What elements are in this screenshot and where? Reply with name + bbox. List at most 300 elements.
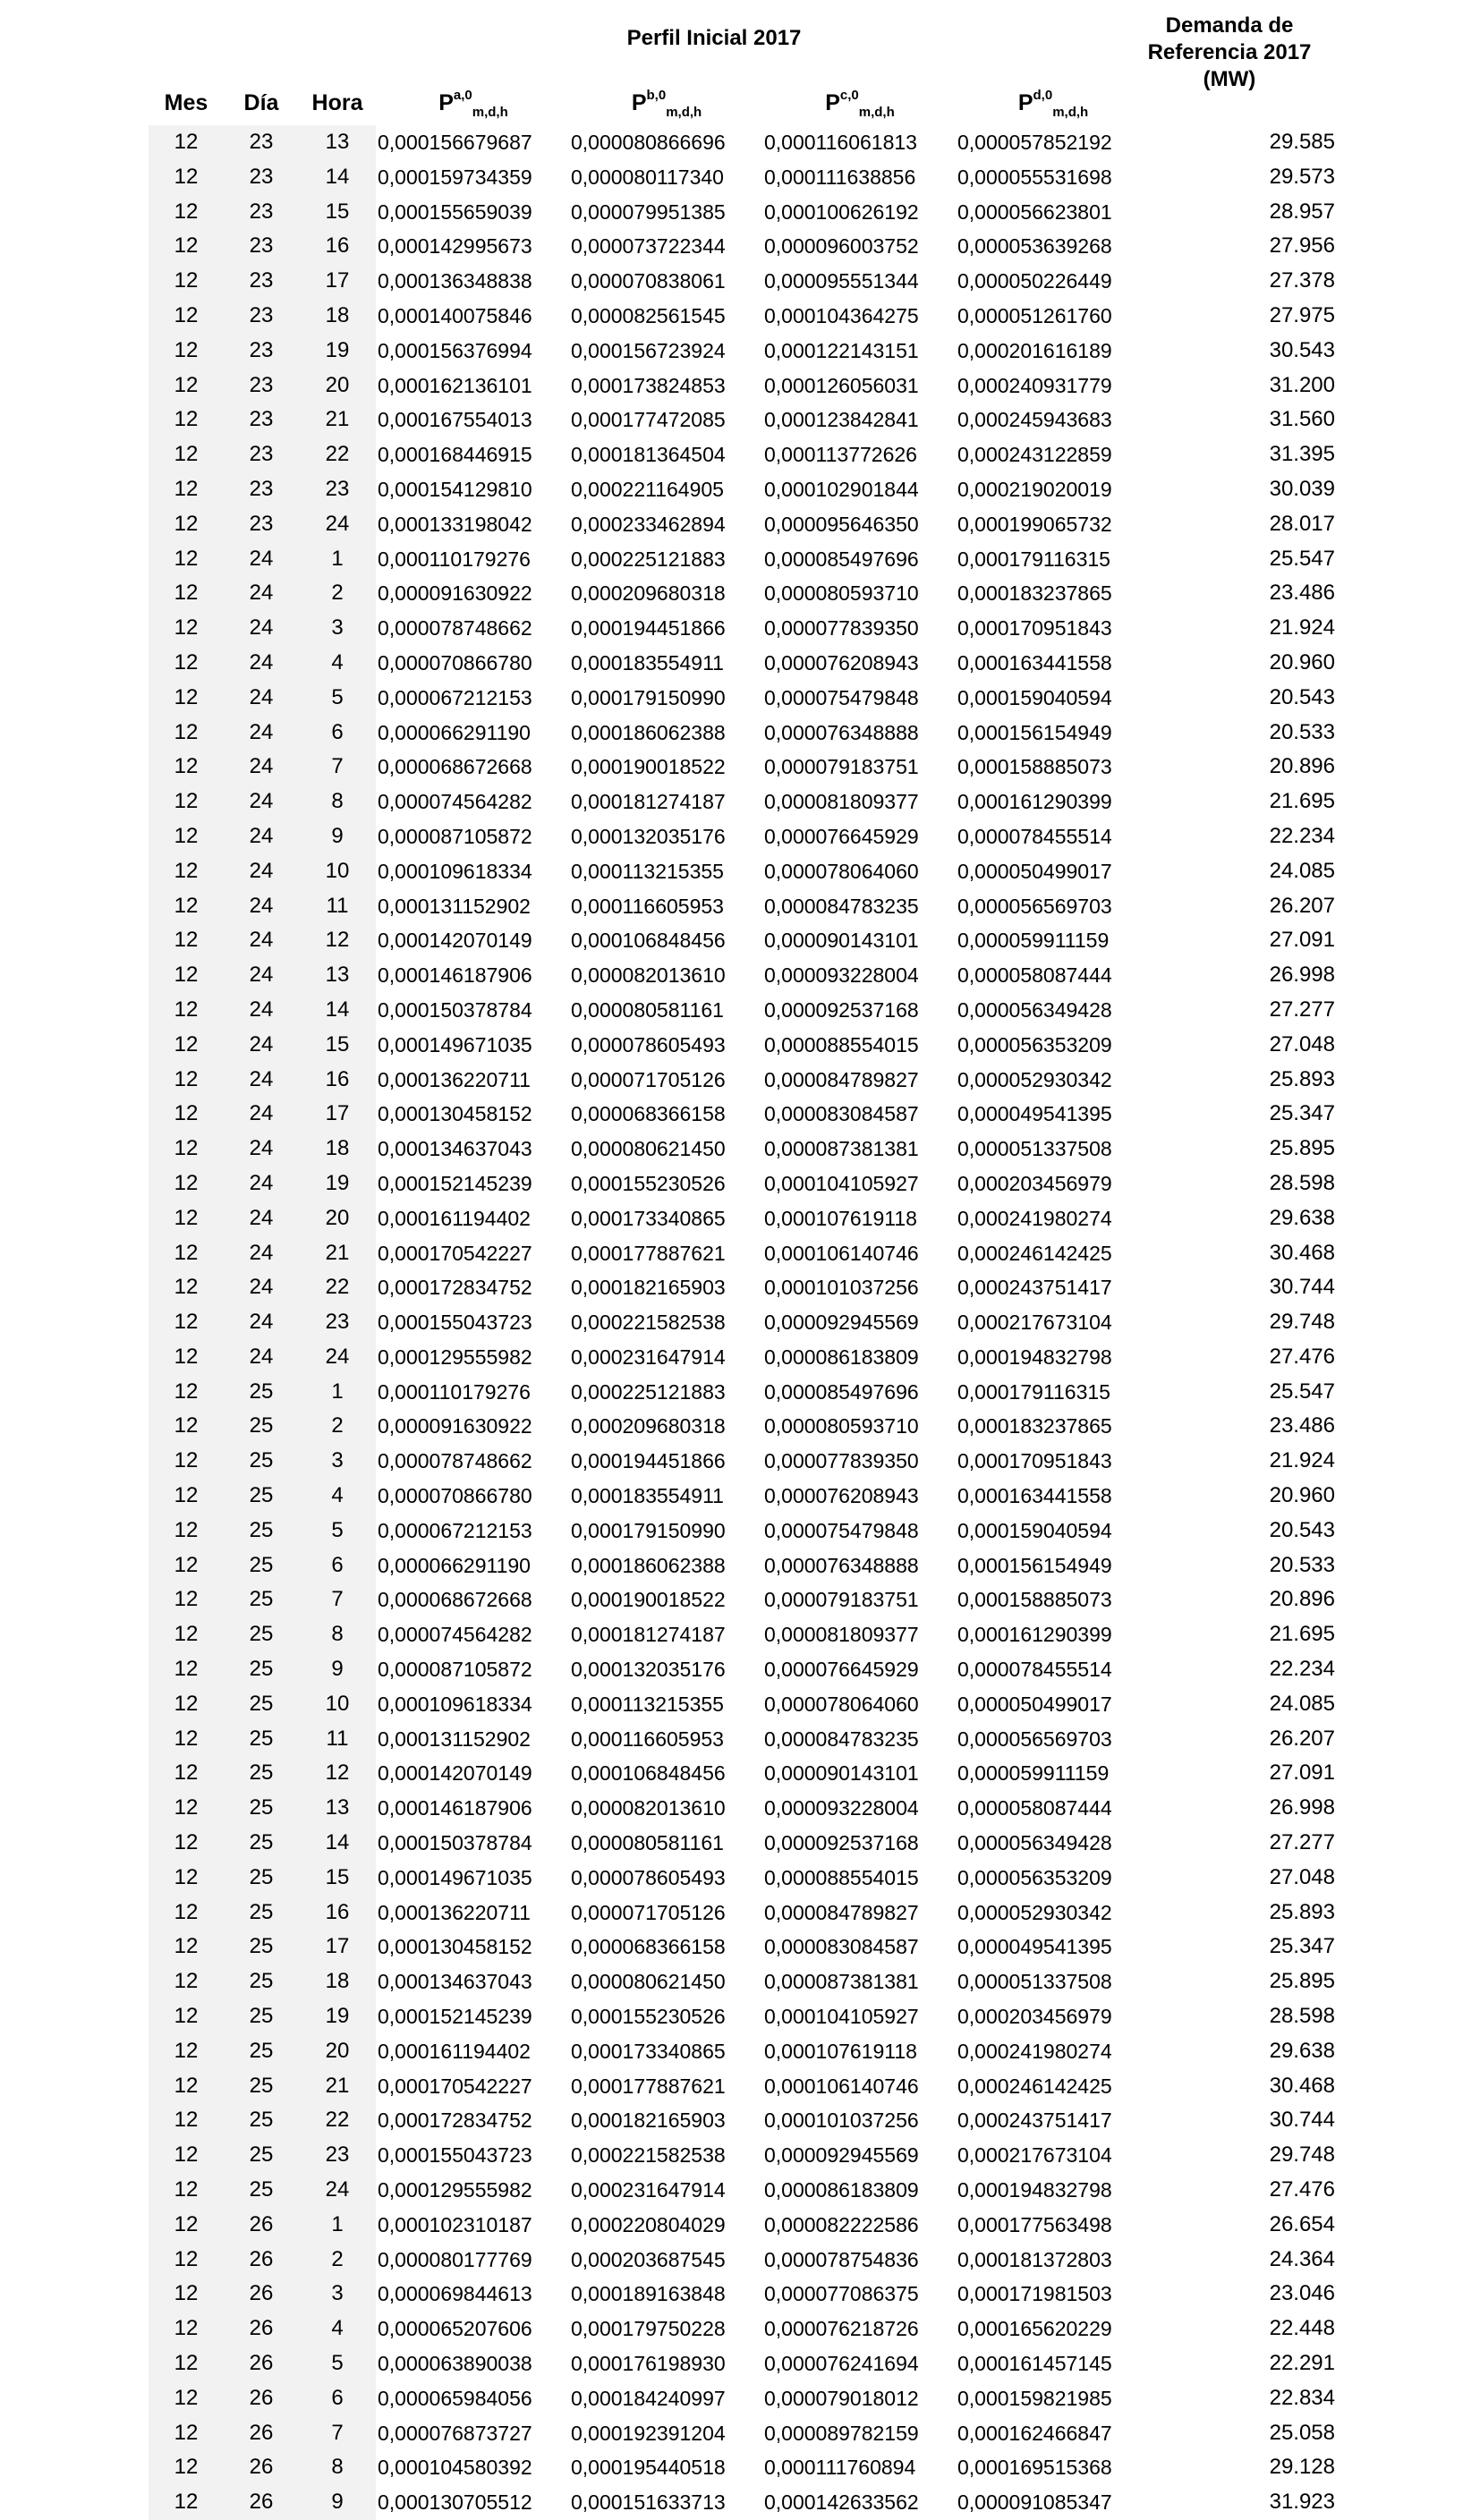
table-row (149, 1687, 1339, 1722)
table-row (149, 1479, 1339, 1514)
table-row (149, 2346, 1339, 2381)
cell-hora: 4 (299, 2312, 376, 2346)
cell-pc: 0,000095646350 (764, 512, 919, 536)
cell-pd: 0,000078455514 (957, 824, 1112, 848)
cell-mes: 12 (149, 125, 224, 160)
cell-pa: 0,000150378784 (378, 997, 532, 1022)
cell-dia: 26 (224, 2381, 299, 2416)
cell-dia: 25 (224, 1444, 299, 1479)
cell-pc: 0,000113772626 (764, 443, 917, 467)
cell-pa: 0,000109618334 (378, 859, 532, 883)
cell-demanda: 23.486 (1269, 1413, 1335, 1438)
cell-dia: 24 (224, 542, 299, 577)
cell-demanda: 27.091 (1269, 928, 1335, 953)
cell-pb: 0,000181274187 (571, 1623, 726, 1647)
cell-pb: 0,000182165903 (571, 2108, 726, 2133)
cell-pb: 0,000132035176 (571, 824, 726, 848)
table-row (149, 403, 1339, 437)
cell-hora: 24 (299, 2173, 376, 2208)
cell-pd: 0,000056353209 (957, 1865, 1112, 1889)
cell-hora: 2 (299, 576, 376, 611)
cell-dia: 24 (224, 889, 299, 924)
cell-mes: 12 (149, 1270, 224, 1305)
cell-mes: 12 (149, 1687, 224, 1722)
cell-mes: 12 (149, 2485, 224, 2520)
cell-dia: 24 (224, 716, 299, 751)
cell-dia: 25 (224, 1617, 299, 1652)
cell-pa: 0,000130705512 (378, 2490, 532, 2515)
table-row (149, 2243, 1339, 2278)
cell-hora: 5 (299, 681, 376, 716)
cell-hora: 22 (299, 437, 376, 472)
cell-pd: 0,000203456979 (957, 2005, 1112, 2029)
cell-mes: 12 (149, 369, 224, 403)
cell-hora: 6 (299, 716, 376, 751)
cell-pc: 0,000095551344 (764, 269, 919, 293)
cell-pd: 0,000162466847 (957, 2421, 1112, 2445)
cell-hora: 9 (299, 2485, 376, 2520)
cell-pc: 0,000101037256 (764, 1276, 919, 1300)
cell-pb: 0,000225121883 (571, 1379, 726, 1404)
pd-subscript: m,d,h (1052, 105, 1089, 120)
cell-mes: 12 (149, 1548, 224, 1583)
table-row (149, 1514, 1339, 1548)
cell-demanda: 24.085 (1269, 858, 1335, 883)
cell-pb: 0,000106848456 (571, 1761, 726, 1786)
cell-dia: 26 (224, 2450, 299, 2485)
cell-pa: 0,000136220711 (378, 1067, 531, 1091)
cell-pd: 0,000052930342 (957, 1900, 1112, 1924)
cell-pb: 0,000221582538 (571, 1311, 726, 1335)
cell-pc: 0,000090143101 (764, 929, 919, 953)
cell-demanda: 22.234 (1269, 823, 1335, 848)
cell-mes: 12 (149, 334, 224, 369)
cell-pb: 0,000190018522 (571, 1588, 726, 1612)
cell-pc: 0,000075479848 (764, 685, 919, 709)
cell-hora: 4 (299, 1479, 376, 1514)
cell-pb: 0,000080117340 (571, 165, 724, 189)
cell-dia: 23 (224, 369, 299, 403)
cell-mes: 12 (149, 1409, 224, 1444)
cell-pa: 0,000129555982 (378, 1345, 532, 1369)
cell-pa: 0,000161194402 (378, 1206, 531, 1230)
cell-pa: 0,000066291190 (378, 1553, 531, 1577)
cell-pb: 0,000183554911 (571, 650, 724, 675)
cell-pc: 0,000085497696 (764, 1379, 919, 1404)
demand-title-line3: (MW) (1203, 67, 1256, 91)
column-header-pa (378, 89, 569, 120)
cell-hora: 23 (299, 1305, 376, 1340)
cell-hora: 19 (299, 1167, 376, 1201)
cell-mes: 12 (149, 1028, 224, 1063)
table-row (149, 160, 1339, 195)
cell-dia: 25 (224, 2069, 299, 2104)
cell-mes: 12 (149, 472, 224, 507)
spreadsheet-page (149, 0, 1339, 2515)
cell-mes: 12 (149, 2034, 224, 2069)
cell-pb: 0,000113215355 (571, 1692, 724, 1716)
column-header-pb (571, 89, 762, 120)
cell-pa: 0,000068672668 (378, 755, 532, 779)
cell-dia: 25 (224, 1548, 299, 1583)
cell-dia: 23 (224, 195, 299, 230)
cell-mes: 12 (149, 437, 224, 472)
cell-pc: 0,000142633562 (764, 2490, 919, 2515)
cell-pd: 0,000156154949 (957, 720, 1112, 744)
profile-group-title: Perfil Inicial 2017 (626, 26, 802, 50)
cell-dia: 25 (224, 2034, 299, 2069)
cell-dia: 23 (224, 264, 299, 299)
cell-pa: 0,000130458152 (378, 1935, 532, 1959)
cell-hora: 10 (299, 1687, 376, 1722)
cell-pa: 0,000067212153 (378, 1518, 532, 1542)
demand-column-title (1122, 13, 1337, 93)
cell-demanda: 30.468 (1269, 1240, 1335, 1265)
cell-pd: 0,000183237865 (957, 1414, 1112, 1438)
cell-demanda: 27.048 (1269, 1864, 1335, 1889)
cell-hora: 19 (299, 1999, 376, 2034)
cell-pb: 0,000221164905 (571, 477, 724, 501)
cell-pd: 0,000161457145 (957, 2352, 1112, 2375)
cell-pa: 0,000131152902 (378, 894, 531, 918)
pb-superscript: b,0 (646, 88, 667, 103)
cell-pa: 0,000140075846 (378, 303, 532, 327)
cell-hora: 3 (299, 611, 376, 646)
cell-hora: 16 (299, 1896, 376, 1930)
cell-hora: 9 (299, 819, 376, 854)
cell-demanda: 20.896 (1269, 754, 1335, 779)
cell-dia: 25 (224, 1479, 299, 1514)
cell-pd: 0,000194832798 (957, 1345, 1112, 1369)
table-row (149, 2381, 1339, 2416)
cell-pd: 0,000217673104 (957, 1311, 1112, 1335)
cell-pd: 0,000056569703 (957, 894, 1112, 918)
cell-mes: 12 (149, 195, 224, 230)
cell-demanda: 22.448 (1269, 2316, 1335, 2341)
cell-demanda: 29.573 (1269, 164, 1335, 189)
cell-pd: 0,000052930342 (957, 1067, 1112, 1091)
cell-demanda: 29.128 (1269, 2455, 1335, 2480)
cell-pc: 0,000080593710 (764, 581, 919, 606)
table-row (149, 785, 1339, 819)
cell-mes: 12 (149, 576, 224, 611)
cell-demanda: 26.998 (1269, 963, 1335, 988)
cell-pd: 0,000055531698 (957, 165, 1112, 189)
cell-pc: 0,000078064060 (764, 1692, 919, 1716)
table-row (149, 1409, 1339, 1444)
cell-demanda: 25.547 (1269, 1379, 1335, 1404)
cell-dia: 26 (224, 2416, 299, 2451)
cell-mes: 12 (149, 1514, 224, 1548)
cell-hora: 17 (299, 1930, 376, 1964)
cell-pb: 0,000179150990 (571, 1518, 726, 1542)
cell-mes: 12 (149, 2103, 224, 2138)
cell-pd: 0,000177563498 (957, 2212, 1112, 2236)
cell-hora: 11 (299, 1722, 376, 1757)
cell-hora: 5 (299, 2346, 376, 2381)
table-row (149, 369, 1339, 403)
cell-pa: 0,000067212153 (378, 685, 532, 709)
cell-mes: 12 (149, 1340, 224, 1375)
cell-pd: 0,000049541395 (957, 1935, 1112, 1959)
cell-dia: 24 (224, 785, 299, 819)
cell-pa: 0,000074564282 (378, 1623, 532, 1647)
cell-pd: 0,000056349428 (957, 1831, 1112, 1855)
cell-hora: 16 (299, 229, 376, 264)
pd-base: P (1017, 90, 1033, 115)
table-row (149, 1236, 1339, 1271)
table-row (149, 958, 1339, 993)
cell-pb: 0,000080581161 (571, 997, 724, 1022)
cell-pc: 0,000092945569 (764, 1311, 919, 1335)
cell-pd: 0,000241980274 (957, 2039, 1112, 2063)
table-row (149, 1756, 1339, 1791)
cell-pd: 0,000170951843 (957, 616, 1112, 641)
cell-pa: 0,000080177769 (378, 2247, 532, 2271)
cell-pc: 0,000084783235 (764, 1727, 919, 1751)
table-row (149, 2450, 1339, 2485)
cell-dia: 24 (224, 681, 299, 716)
cell-pa: 0,000152145239 (378, 1171, 532, 1195)
cell-pa: 0,000149671035 (378, 1032, 532, 1056)
cell-dia: 25 (224, 1409, 299, 1444)
cell-dia: 24 (224, 1270, 299, 1305)
cell-pa: 0,000150378784 (378, 1831, 532, 1855)
cell-hora: 6 (299, 2381, 376, 2416)
cell-pd: 0,000217673104 (957, 2143, 1112, 2168)
cell-pc: 0,000104364275 (764, 303, 919, 327)
cell-pd: 0,000181372803 (957, 2247, 1112, 2271)
cell-pc: 0,000079183751 (764, 755, 919, 779)
cell-pa: 0,000102310187 (378, 2212, 532, 2236)
cell-dia: 23 (224, 160, 299, 195)
table-row (149, 2069, 1339, 2104)
cell-pa: 0,000172834752 (378, 2108, 532, 2133)
table-row (149, 854, 1339, 889)
cell-dia: 24 (224, 750, 299, 785)
cell-pb: 0,000209680318 (571, 581, 726, 606)
cell-pd: 0,000203456979 (957, 1171, 1112, 1195)
pd-superscript: d,0 (1033, 88, 1053, 103)
cell-dia: 25 (224, 1652, 299, 1687)
table-row (149, 1999, 1339, 2034)
cell-dia: 23 (224, 507, 299, 542)
table-row (149, 2416, 1339, 2451)
cell-pb: 0,000179150990 (571, 685, 726, 709)
cell-pd: 0,000169515368 (957, 2456, 1112, 2480)
cell-pc: 0,000081809377 (764, 790, 919, 814)
cell-mes: 12 (149, 1617, 224, 1652)
cell-pd: 0,000159040594 (957, 685, 1112, 709)
cell-pb: 0,000070838061 (571, 269, 726, 293)
table-header (149, 0, 1339, 123)
cell-demanda: 27.476 (1269, 1344, 1335, 1369)
cell-pa: 0,000129555982 (378, 2178, 532, 2202)
cell-pd: 0,000171981503 (957, 2282, 1112, 2306)
cell-demanda: 25.895 (1269, 1136, 1335, 1161)
cell-dia: 24 (224, 993, 299, 1028)
cell-dia: 23 (224, 299, 299, 334)
cell-pb: 0,000209680318 (571, 1414, 726, 1438)
cell-pc: 0,000081809377 (764, 1623, 919, 1647)
cell-pd: 0,000161290399 (957, 1623, 1112, 1647)
cell-hora: 2 (299, 1409, 376, 1444)
table-row (149, 716, 1339, 751)
table-row (149, 1722, 1339, 1757)
cell-hora: 1 (299, 1375, 376, 1410)
cell-pa: 0,000146187906 (378, 1796, 532, 1820)
table-row (149, 2103, 1339, 2138)
table-row (149, 1028, 1339, 1063)
cell-pd: 0,000056349428 (957, 997, 1112, 1022)
cell-pd: 0,000059911159 (957, 929, 1110, 953)
pa-base: P (438, 90, 454, 115)
cell-pb: 0,000156723924 (571, 338, 726, 362)
cell-demanda: 25.347 (1269, 1934, 1335, 1959)
cell-hora: 7 (299, 1582, 376, 1617)
cell-pb: 0,000080621450 (571, 1137, 726, 1161)
cell-pd: 0,000240931779 (957, 373, 1112, 397)
cell-pd: 0,000201616189 (957, 338, 1112, 362)
table-row (149, 1617, 1339, 1652)
cell-pb: 0,000073722344 (571, 234, 726, 259)
cell-demanda: 27.091 (1269, 1761, 1335, 1786)
cell-dia: 24 (224, 1063, 299, 1098)
cell-pb: 0,000220804029 (571, 2212, 726, 2236)
cell-demanda: 25.347 (1269, 1101, 1335, 1126)
cell-pb: 0,000177887621 (571, 1241, 726, 1265)
cell-demanda: 20.543 (1269, 1517, 1335, 1542)
cell-pd: 0,000078455514 (957, 1658, 1112, 1682)
cell-pa: 0,000172834752 (378, 1276, 532, 1300)
cell-pc: 0,000080593710 (764, 1414, 919, 1438)
cell-pc: 0,000126056031 (764, 373, 919, 397)
table-row (149, 1340, 1339, 1375)
cell-pd: 0,000051337508 (957, 1970, 1112, 1994)
cell-mes: 12 (149, 993, 224, 1028)
cell-dia: 25 (224, 1514, 299, 1548)
table-row (149, 1167, 1339, 1201)
cell-dia: 24 (224, 611, 299, 646)
cell-pd: 0,000243122859 (957, 443, 1112, 467)
cell-pc: 0,000075479848 (764, 1518, 919, 1542)
cell-hora: 7 (299, 2416, 376, 2451)
cell-pd: 0,000241980274 (957, 1206, 1112, 1230)
cell-mes: 12 (149, 889, 224, 924)
cell-mes: 12 (149, 299, 224, 334)
cell-demanda: 31.200 (1269, 372, 1335, 397)
cell-mes: 12 (149, 1999, 224, 2034)
pc-superscript: c,0 (839, 88, 859, 103)
cell-hora: 5 (299, 1514, 376, 1548)
cell-demanda: 29.748 (1269, 2142, 1335, 2168)
cell-pa: 0,000155659039 (378, 199, 532, 224)
cell-pa: 0,000133198042 (378, 512, 532, 536)
cell-demanda: 27.048 (1269, 1031, 1335, 1056)
cell-pa: 0,000159734359 (378, 165, 532, 189)
cell-mes: 12 (149, 1861, 224, 1896)
cell-mes: 12 (149, 1896, 224, 1930)
cell-pc: 0,000088554015 (764, 1865, 919, 1889)
table-row (149, 1548, 1339, 1583)
cell-pd: 0,000163441558 (957, 1484, 1112, 1508)
cell-pc: 0,000076645929 (764, 1658, 919, 1682)
cell-pa: 0,000162136101 (378, 373, 532, 397)
cell-pd: 0,000158885073 (957, 1588, 1112, 1612)
cell-hora: 12 (299, 923, 376, 958)
pc-subscript: m,d,h (858, 105, 895, 120)
cell-pa: 0,000110179276 (378, 547, 531, 571)
cell-pa: 0,000156679687 (378, 131, 532, 154)
table-row (149, 2277, 1339, 2312)
cell-pd: 0,000170951843 (957, 1449, 1112, 1473)
cell-pb: 0,000078605493 (571, 1865, 726, 1889)
cell-hora: 14 (299, 160, 376, 195)
cell-pb: 0,000181274187 (571, 790, 726, 814)
cell-pa: 0,000170542227 (378, 2074, 532, 2098)
table-row (149, 646, 1339, 681)
cell-demanda: 28.598 (1269, 2004, 1335, 2029)
cell-hora: 21 (299, 403, 376, 437)
cell-pa: 0,000069844613 (378, 2282, 532, 2306)
column-header-pd (957, 89, 1149, 120)
table-row (149, 542, 1339, 577)
cell-demanda: 30.744 (1269, 1275, 1335, 1300)
cell-hora: 20 (299, 1201, 376, 1236)
cell-pb: 0,000116605953 (571, 1727, 724, 1751)
cell-pc: 0,000076348888 (764, 1553, 919, 1577)
cell-pb: 0,000233462894 (571, 512, 726, 536)
cell-mes: 12 (149, 1756, 224, 1791)
pa-superscript: a,0 (453, 88, 472, 103)
table-row (149, 125, 1339, 160)
cell-pa: 0,000142070149 (378, 1761, 532, 1786)
cell-hora: 18 (299, 1132, 376, 1167)
cell-pb: 0,000082013610 (571, 963, 726, 988)
cell-dia: 24 (224, 646, 299, 681)
cell-pc: 0,000107619118 (764, 1206, 917, 1230)
cell-pc: 0,000078064060 (764, 859, 919, 883)
cell-demanda: 23.486 (1269, 581, 1335, 606)
cell-pa: 0,000087105872 (378, 824, 532, 848)
cell-demanda: 20.960 (1269, 1483, 1335, 1508)
cell-dia: 24 (224, 1028, 299, 1063)
cell-demanda: 30.468 (1269, 2073, 1335, 2098)
cell-pd: 0,000163441558 (957, 650, 1112, 675)
cell-pc: 0,000077839350 (764, 616, 919, 641)
column-header-dia: Día (243, 90, 279, 115)
cell-pa: 0,000154129810 (378, 477, 532, 501)
table-row (149, 2138, 1339, 2173)
cell-dia: 24 (224, 1305, 299, 1340)
cell-hora: 8 (299, 785, 376, 819)
cell-pd: 0,000056623801 (957, 199, 1112, 224)
cell-mes: 12 (149, 2346, 224, 2381)
cell-pb: 0,000151633713 (571, 2490, 726, 2515)
cell-demanda: 30.543 (1269, 337, 1335, 362)
cell-pb: 0,000071705126 (571, 1067, 726, 1091)
cell-dia: 25 (224, 1896, 299, 1930)
cell-pd: 0,000245943683 (957, 408, 1112, 432)
cell-pb: 0,000182165903 (571, 1276, 726, 1300)
cell-demanda: 29.638 (1269, 2038, 1335, 2063)
cell-pc: 0,000092537168 (764, 1831, 919, 1855)
cell-pd: 0,000049541395 (957, 1102, 1112, 1126)
cell-pa: 0,000156376994 (378, 338, 532, 362)
cell-mes: 12 (149, 646, 224, 681)
cell-pb: 0,000080866696 (571, 131, 726, 154)
cell-mes: 12 (149, 1930, 224, 1964)
